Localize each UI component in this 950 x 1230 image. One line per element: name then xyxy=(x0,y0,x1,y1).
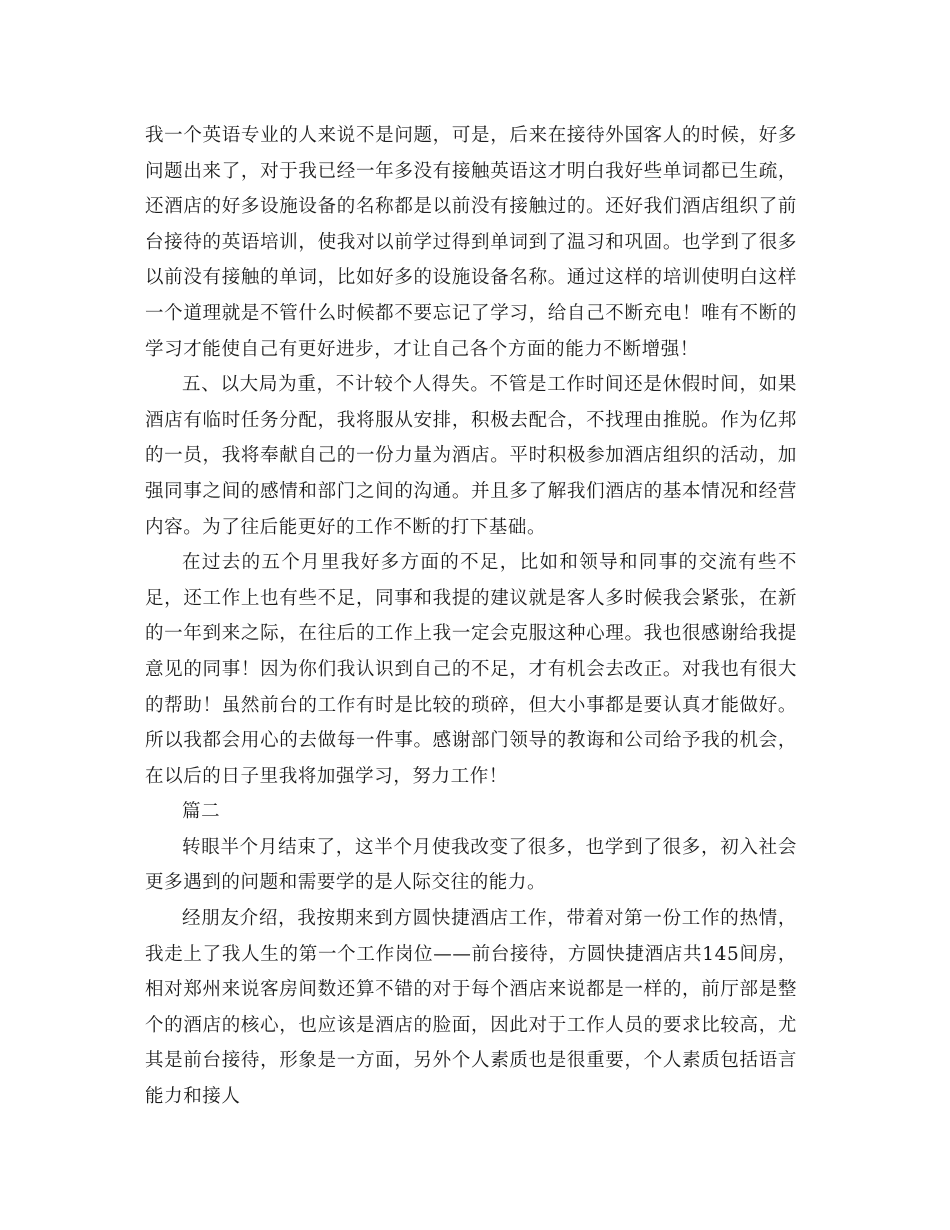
document-body xyxy=(145,118,797,1115)
section-heading-part-two: 篇二 xyxy=(182,801,221,823)
paragraph-part-two-body: 经朋友介绍，我按期来到方圆快捷酒店工作，带着对第一份工作的热情，我走上了我人生的第一个工作岗位——前台接待，方圆快捷酒店共145间房，相对郑州来说客房间数还算不错的对于每个酒店来说都是一样的，前厅部是整个的酒店的核心，也应该是酒店的脸面，因此对于工作人员的要求比较高，尤其是前台接待，形象是一方面，另外个人素质也是很重要，个人素质包括语言能力和接人 xyxy=(145,908,797,1108)
paragraph-section-five: 五、以大局为重，不计较个人得失。不管是工作时间还是休假时间，如果酒店有临时任务分配，我将服从安排，积极去配合，不找理由推脱。作为亿邦的一员，我将奉献自己的一份力量为酒店。平时积极参加酒店组织的活动，加强同事之间的感情和部门之间的沟通。并且多了解我们酒店的基本情况和经营内容。为了往后能更好的工作不断的打下基础。 xyxy=(145,374,797,538)
paragraph-part-two-intro: 转眼半个月结束了，这半个月使我改变了很多，也学到了很多，初入社会更多遇到的问题和需要学的是人际交往的能力。 xyxy=(145,836,797,894)
paragraph-continuation: 我一个英语专业的人来说不是问题，可是，后来在接待外国客人的时候，好多问题出来了，对于我已经一年多没有接触英语这才明白我好些单词都已生疏，还酒店的好多设施设备的名称都是以前没有接触过的。还好我们酒店组织了前台接待的英语培训，使我对以前学过得到单词到了温习和巩固。也学到了很多以前没有接触的单词，比如好多的设施设备名称。通过这样的培训使明白这样一个道理就是不管什么时候都不要忘记了学习，给自己不断充电！唯有不断的学习才能使自己有更好进步，才让自己各个方面的能力不断增强！ xyxy=(145,125,797,360)
paragraph-reflection: 在过去的五个月里我好多方面的不足，比如和领导和同事的交流有些不足，还工作上也有些不足，同事和我提的建议就是客人多时候我会紧张，在新的一年到来之际，在往后的工作上我一定会克服这种心理。我也很感谢给我提意见的同事！因为你们我认识到自己的不足，才有机会去改正。对我也有很大的帮助！虽然前台的工作有时是比较的琐碎，但大小事都是要认真才能做好。所以我都会用心的去做每一件事。感谢部门领导的教诲和公司给予我的机会，在以后的日子里我将加强学习，努力工作！ xyxy=(145,552,797,787)
